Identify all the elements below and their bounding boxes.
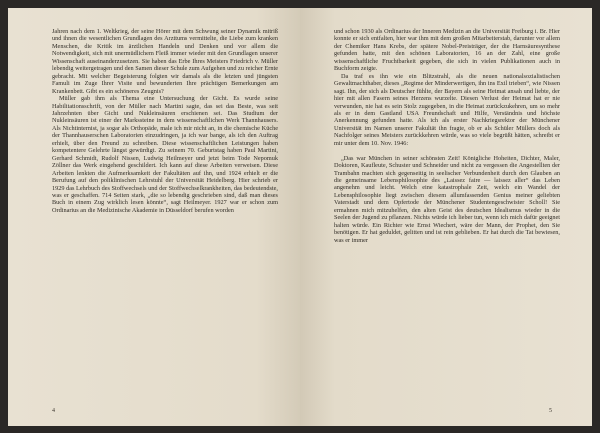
right-page [300, 8, 592, 426]
page-number: 4 [52, 408, 55, 414]
left-page [8, 8, 300, 426]
right-page-text [334, 28, 560, 244]
quoted-letter-paragraph: „Das war München in seiner schönsten Zeit! Königliche Hoheiten, Dichter, Maler, Doktoren, Kaufleute, Schuster und Schneider und nicht zu vergessen die Angestellten der Trambahn machten sich gegenseitig in seelischer Verbundenheit durch den Glauben an die gemeinsame Lebensphilosophie des „Laissez faire — laissez aller“ das Leben angenehm und leicht. Welch eine katastrophale Zeit, welch ein Wandel der Lebensphilosophie liegt zwischen diesem allumfassenden Genius meiner geliebten Vaterstadt und dem Opfertode der Münchener Studentengeschwister Scholl! Sie ermahnen mich mitzuhelfen, den alten Geist des deutschen Idealismus wieder in die Seelen der Jugend zu pflanzen. Nichts würde ich lieber tun, wenn ich mich dafür geeignet halten würde. Ein Richter wie Ernst Wiechert, wäre der Mann, der Prophet, den Sie benötigen. Er hat geduldet, gelitten und ist rein geblieben. Er hat durch die Tat bewiesen, was er immer [334, 154, 560, 244]
paragraph: Jahren nach dem 1. Weltkrieg, der seine Hörer mit dem Schwung seiner Dynamik mitriß und ihnen die wesentlichen Grundlagen des Arzttums vermittelte, die Liebe zum kranken Menschen, die Kritik im ärztlichen Handeln und Denken und vor allem die Notwendigkeit, sich mit unermüdlichem Fleiß immer wieder mit den Grundlagen unserer Wissenschaft auseinanderzusetzen. Sie haben das Erbe Ihres Meisters Friedrich v. Müller lebendig weitergetragen und den Samen dieser Schule zum Aufgehen und zu reicher Ernte gebracht. Mit welcher Begeisterung folgten wir damals als die letzten und jüngsten Famuli im Zuge Ihrer Visite und bewunderten Ihre prächtigen Bemerkungen am Krankenbett. Gibt es ein schöneres Zeugnis? [52, 28, 278, 95]
paragraph: Müller gab ihm als Thema eine Untersuchung der Gicht. Es wurde seine Habilitationsschrift, von der Müller nach Martini sagte, das sei das Beste, was seit Jahrzehnten über Gicht und Nukleinsäuren erschienen sei. Das Studium der Nukleinsäuren ist einer der Markssteine in dem wissenschaftlichen Werk Thannhausers. Als Nichtinternist, ja sogar als Orthopäde, male ich mir nicht an, in die chemische Küche der Thannhauserschen Laboratorien einzudringen, ja ich war bange, als ich den Auftrag erhielt, über den Freund zu schreiben. Diese wissenschaftlichen Leistungen haben kompetentere Gelehrte längst gewürdigt. Zu seinem 70. Geburtstag haben Paul Martini, Gerhard Schmidt, Rudolf Nissen, Ludwig Heilmeyer und jetzt beim Tode Nepomuk Zöllner das Werk eingehend geschildert. Ich kann auf diese Arbeiten verweisen. Diese Arbeiten lenkten die Aufmerksamkeit der Fakultäten auf ihn, und 1924 erhielt er die Berufung auf den poliklinischen Lehrstuhl der Universität Heidelberg. Hier schrieb er 1929 das Lehrbuch des Stoffwechsels und der Stoffwechselkrankheiten, das bedeutendste, was er geschaffen. 714 Seiten stark, „die so lebendig geschrieben sind, daß man dieses Buch in einem Zug wirklich lesen könnte“, sagt Heilmeyer. 1927 war er schon zum Ordinarius an die Medizinische Akademie in Düsseldorf berufen worden [52, 95, 278, 214]
book-spread [8, 8, 592, 426]
left-page-text [52, 28, 278, 214]
paragraph: Da traf es ihn wie ein Blitzstrahl, als die neuen nationalsozialistischen Gewaltmachthaber, dieses „Regime der Minderwertigen, ihn ins Exil trieben“, wie Nissen sagt. Ihn, der sich als Deutscher fühlte, der Bayern als seine Heimat ansah und liebte, der hier mit allen Fasern seines Herzens wurzelte. Diesen Verlust der Heimat hat er nie verwunden, nie hat es sein Stolz zugegeben, in die Heimat zurückzukehren, um so mehr als er in dem Gastland USA Freundschaft und Hilfe, Verständnis und höchste Anerkennung gefunden hatte. Als ich als erster Nachkriegsrektor der Münchener Universität im Namen unserer Fakultät ihn fragte, ob er als Schüler Müllers doch als Nachfolger seines Meisters zurückkehren würde, was so viele begrüßt hätten, schreibt er mir unter dem 10. Nov. 1946: [334, 72, 560, 147]
paragraph: und schon 1930 als Ordinarius der Inneren Medizin an die Universität Freiburg i. Br. Hier konnte er sich entfalten, hier war ihm mit dem großen Mitarbeiterstab, darunter vor allem der Chemiker Hans Krebs, der spätere Nobel-Preisträger, der die Harnsäuresynthese gefunden hatte, mit den schönen Laboratorien, 16 an der Zahl, eine große wissenschaftliche Fruchtbarkeit gegeben, die sich in vielen Publikationen auch in Buchform zeigte. [334, 28, 560, 73]
page-number: 5 [549, 408, 552, 414]
